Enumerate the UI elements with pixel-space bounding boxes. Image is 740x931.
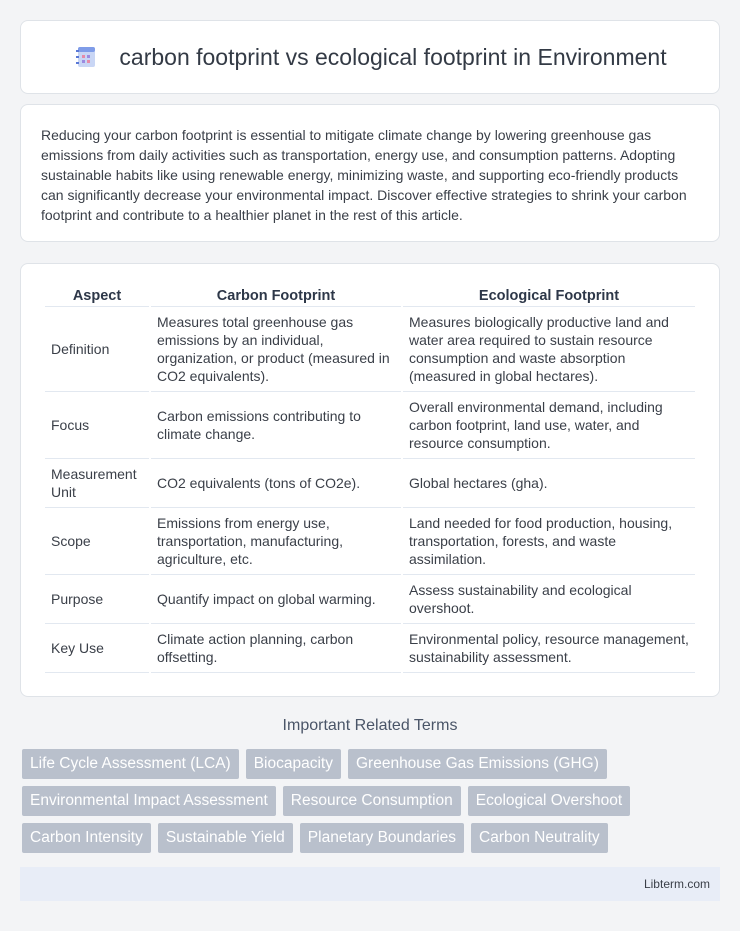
related-term-tag[interactable]: Biocapacity bbox=[246, 749, 341, 779]
table-cell-aspect: Scope bbox=[45, 508, 149, 575]
related-terms-row bbox=[22, 786, 722, 816]
intro-card bbox=[20, 104, 720, 242]
table-row bbox=[45, 307, 695, 392]
table-cell-carbon: Emissions from energy use, transportation, manufacturing, agriculture, etc. bbox=[151, 508, 401, 575]
column-header-ecological: Ecological Footprint bbox=[403, 284, 695, 307]
related-term-tag[interactable]: Sustainable Yield bbox=[158, 823, 293, 853]
related-term-tag[interactable]: Life Cycle Assessment (LCA) bbox=[22, 749, 239, 779]
column-header-carbon: Carbon Footprint bbox=[151, 284, 401, 307]
comparison-table bbox=[43, 284, 697, 673]
column-header-aspect: Aspect bbox=[45, 284, 149, 307]
table-cell-carbon: Carbon emissions contributing to climate change. bbox=[151, 392, 401, 459]
table-cell-ecological: Global hectares (gha). bbox=[403, 459, 695, 508]
table-row bbox=[45, 624, 695, 673]
table-cell-carbon: CO2 equivalents (tons of CO2e). bbox=[151, 459, 401, 508]
related-term-tag[interactable]: Greenhouse Gas Emissions (GHG) bbox=[348, 749, 607, 779]
table-cell-aspect: Key Use bbox=[45, 624, 149, 673]
page-title: carbon footprint vs ecological footprint in Environment bbox=[119, 43, 667, 70]
table-cell-aspect: Definition bbox=[45, 307, 149, 392]
table-cell-ecological: Environmental policy, resource management, sustainability assessment. bbox=[403, 624, 695, 673]
table-cell-aspect: Measurement Unit bbox=[45, 459, 149, 508]
table-cell-aspect: Purpose bbox=[45, 575, 149, 624]
table-cell-aspect: Focus bbox=[45, 392, 149, 459]
table-header-row bbox=[45, 284, 695, 307]
table-cell-ecological: Land needed for food production, housing, transportation, forests, and waste assimilation. bbox=[403, 508, 695, 575]
related-terms-title: Important Related Terms bbox=[282, 717, 458, 734]
table-cell-ecological: Measures biologically productive land and water area required to sustain resource consumption and waste absorption (measured in global hectares). bbox=[403, 307, 695, 392]
table-row bbox=[45, 508, 695, 575]
related-term-tag[interactable]: Planetary Boundaries bbox=[300, 823, 464, 853]
related-term-tag[interactable]: Carbon Neutrality bbox=[471, 823, 608, 853]
footer bbox=[20, 867, 720, 901]
related-term-tag[interactable]: Resource Consumption bbox=[283, 786, 461, 816]
related-terms bbox=[22, 749, 722, 860]
table-row bbox=[45, 392, 695, 459]
table-cell-ecological: Overall environmental demand, including carbon footprint, land use, water, and resource consumption. bbox=[403, 392, 695, 459]
comparison-table-card bbox=[20, 263, 720, 697]
table-cell-carbon: Measures total greenhouse gas emissions by an individual, organization, or product (measured in CO2 equivalents). bbox=[151, 307, 401, 392]
table-row bbox=[45, 459, 695, 508]
table-cell-carbon: Quantify impact on global warming. bbox=[151, 575, 401, 624]
table-row bbox=[45, 575, 695, 624]
notebook-icon bbox=[73, 44, 99, 70]
table-cell-carbon: Climate action planning, carbon offsetting. bbox=[151, 624, 401, 673]
table-cell-ecological: Assess sustainability and ecological overshoot. bbox=[403, 575, 695, 624]
intro-text: Reducing your carbon footprint is essential to mitigate climate change by lowering greenhouse gas emissions from daily activities such as transportation, energy use, and consumption patterns. Adopting sustainable habits like using renewable energy, minimizing waste, and supporting eco-friendly products can significantly decrease your environmental impact. Discover effective strategies to shrink your carbon footprint and contribute to a healthier planet in the rest of this article. bbox=[41, 127, 687, 223]
related-term-tag[interactable]: Carbon Intensity bbox=[22, 823, 151, 853]
related-terms-row bbox=[22, 749, 722, 779]
related-terms-row bbox=[22, 823, 722, 853]
title-card bbox=[20, 20, 720, 94]
related-term-tag[interactable]: Ecological Overshoot bbox=[468, 786, 630, 816]
footer-brand-link[interactable]: Libterm.com bbox=[643, 877, 710, 891]
related-term-tag[interactable]: Environmental Impact Assessment bbox=[22, 786, 276, 816]
